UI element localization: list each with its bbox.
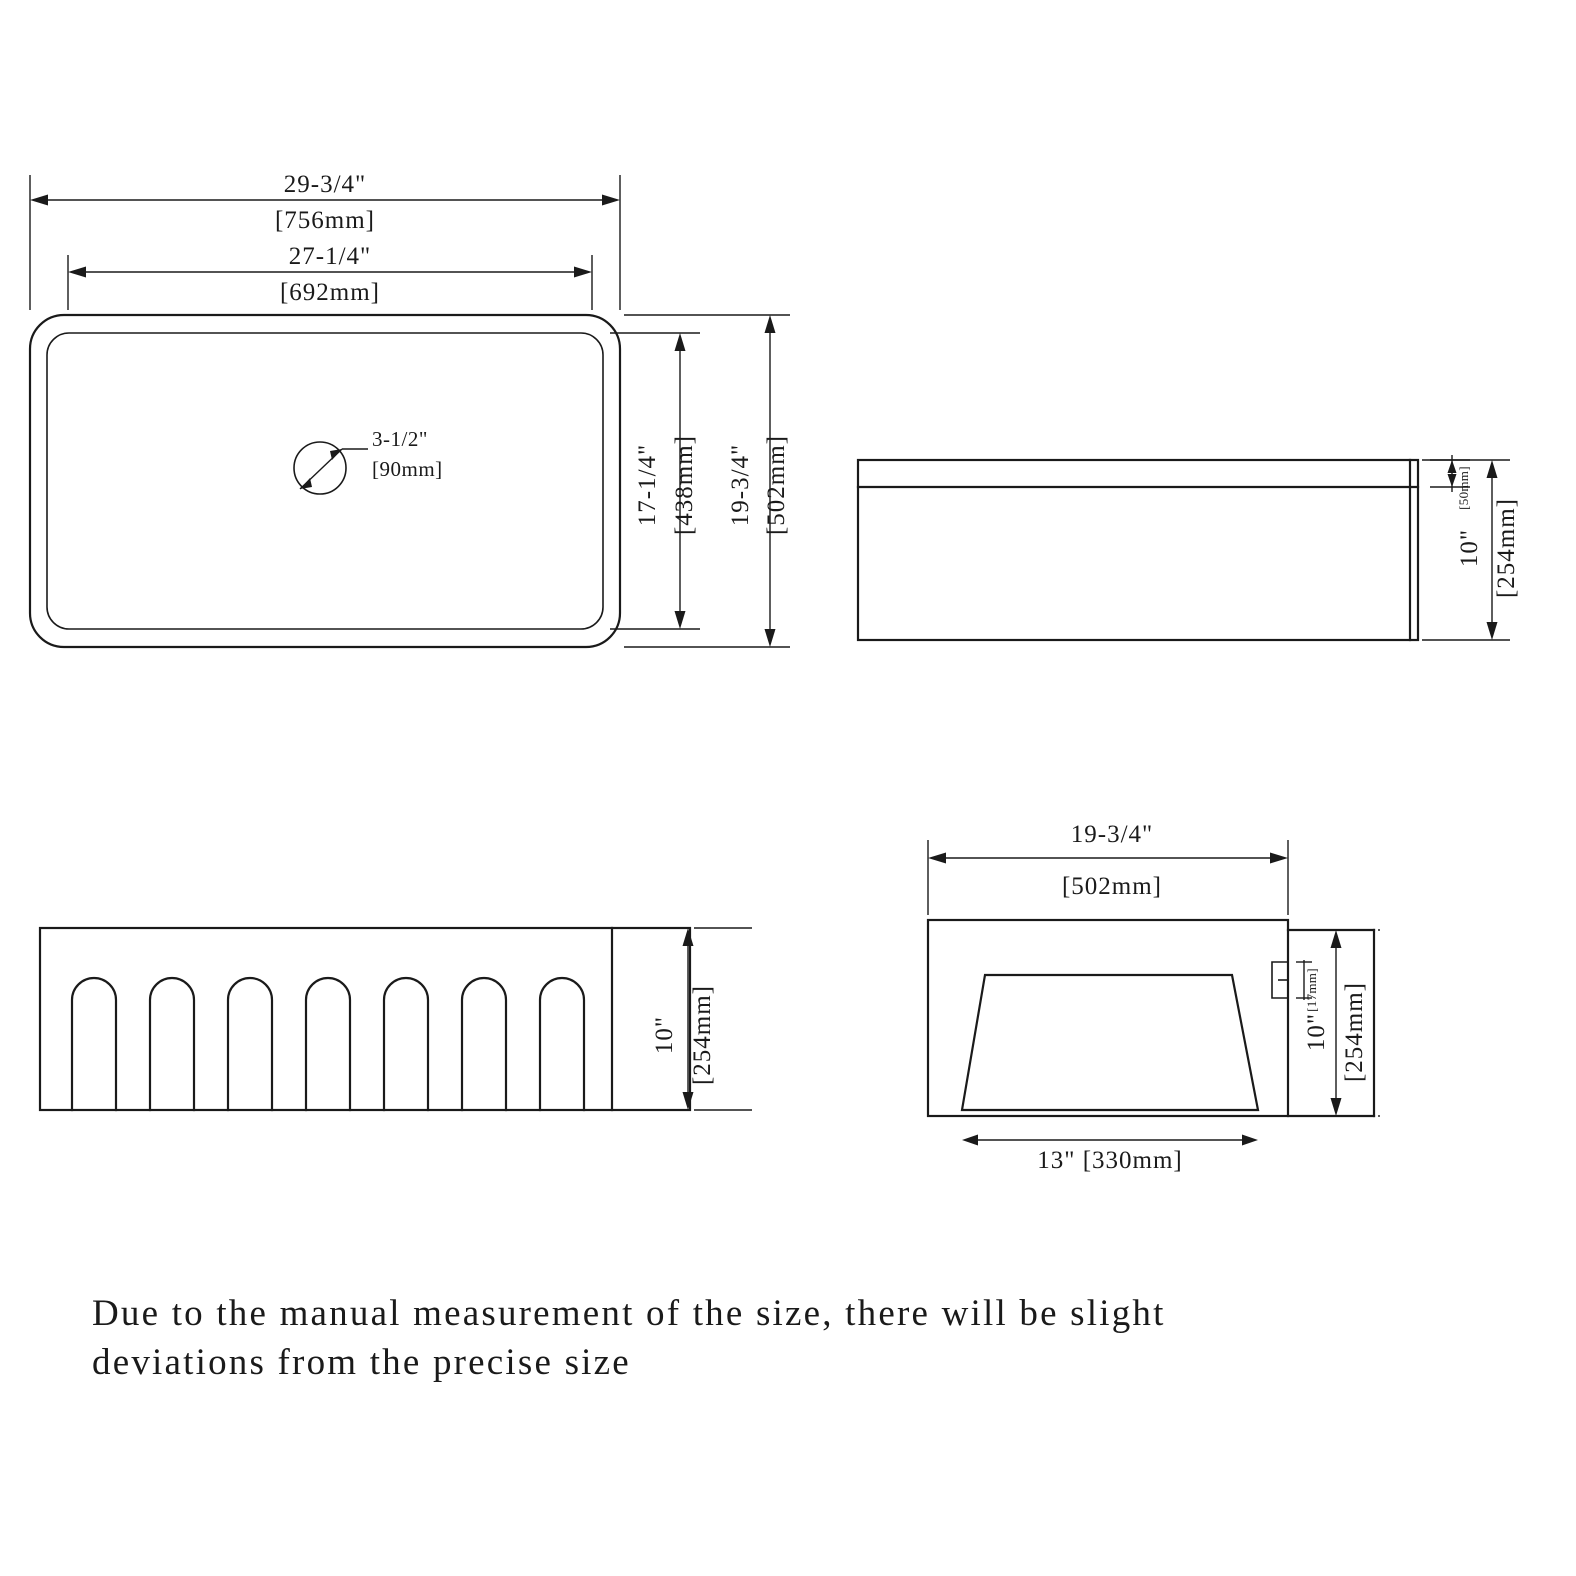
arrow-left-overall-width [30, 195, 48, 206]
label-section-top-width-in: 19-3/4" [1070, 821, 1154, 848]
sink-outer-rim [30, 315, 620, 647]
label-section-height-mm: [254mm] [1341, 981, 1368, 1083]
arrow-section-bottom-left [962, 1135, 978, 1146]
arrow-section-bottom-right [1242, 1135, 1258, 1146]
front-view-group [40, 928, 752, 1110]
disclaimer-line-2: deviations from the precise size [92, 1341, 631, 1383]
arrow-front-height-top [683, 928, 694, 946]
side-view-group [858, 455, 1510, 640]
disclaimer-line-1: Due to the manual measurement of the size, there will be slight [92, 1293, 1166, 1334]
arrow-side-height-top [1487, 460, 1498, 478]
label-inner-width-mm: [692mm] [279, 279, 381, 306]
arrow-section-height-bottom [1331, 1098, 1342, 1116]
measurement-disclaimer [92, 1290, 1492, 1388]
label-side-lip-mm: [50mm] [1456, 466, 1471, 510]
arrow-bottom-inner-depth [675, 611, 686, 629]
label-overall-depth-in: 19-3/4" [727, 443, 754, 527]
arrow-right-inner-width [574, 267, 592, 278]
label-overall-depth-mm: [502mm] [763, 434, 790, 536]
label-overall-width-mm: [756mm] [274, 207, 376, 234]
flute-4 [306, 978, 350, 1110]
section-basin-profile [962, 975, 1258, 1110]
arrow-right-overall-width [602, 195, 620, 206]
arrow-front-height-bottom [683, 1092, 694, 1110]
arrow-top-overall-depth [765, 315, 776, 333]
arrow-section-width-left [928, 853, 946, 864]
arrow-section-height-top [1331, 930, 1342, 948]
arrow-bottom-overall-depth [765, 629, 776, 647]
flute-6 [462, 978, 506, 1110]
label-section-height-in: 10" [1303, 1012, 1330, 1052]
label-section-top-width-mm: [502mm] [1061, 873, 1163, 900]
arrow-top-inner-depth [675, 333, 686, 351]
sink-inner-basin [47, 333, 603, 629]
label-drain-in: 3-1/2" [372, 427, 428, 451]
label-front-height-in: 10" [651, 1015, 678, 1055]
label-overall-width-in: 29-3/4" [283, 171, 367, 198]
label-inner-depth-mm: [438mm] [671, 434, 698, 536]
label-inner-width-in: 27-1/4" [288, 243, 372, 270]
flute-1 [72, 978, 116, 1110]
drain-leader-arrow-b [330, 449, 342, 460]
flute-5 [384, 978, 428, 1110]
flute-2 [150, 978, 194, 1110]
flute-3 [228, 978, 272, 1110]
front-view-body [40, 928, 690, 1110]
arrow-section-width-right [1270, 853, 1288, 864]
label-section-bottom-width: 13" [330mm] [1037, 1147, 1183, 1174]
top-view-group [30, 315, 620, 647]
label-front-height-mm: [254mm] [689, 984, 716, 1086]
label-section-wall-mm: [17mm] [1304, 968, 1319, 1012]
arrow-left-inner-width [68, 267, 86, 278]
section-outer-body [928, 920, 1288, 1116]
arrow-side-height-bottom [1487, 622, 1498, 640]
label-side-height-mm: [254mm] [1493, 497, 1520, 599]
drain-leader-arrow-a [300, 478, 312, 489]
label-drain-mm: [90mm] [372, 457, 443, 481]
label-inner-depth-in: 17-1/4" [634, 443, 661, 527]
label-side-height-in: 10" [1456, 528, 1483, 568]
flute-7 [540, 978, 584, 1110]
